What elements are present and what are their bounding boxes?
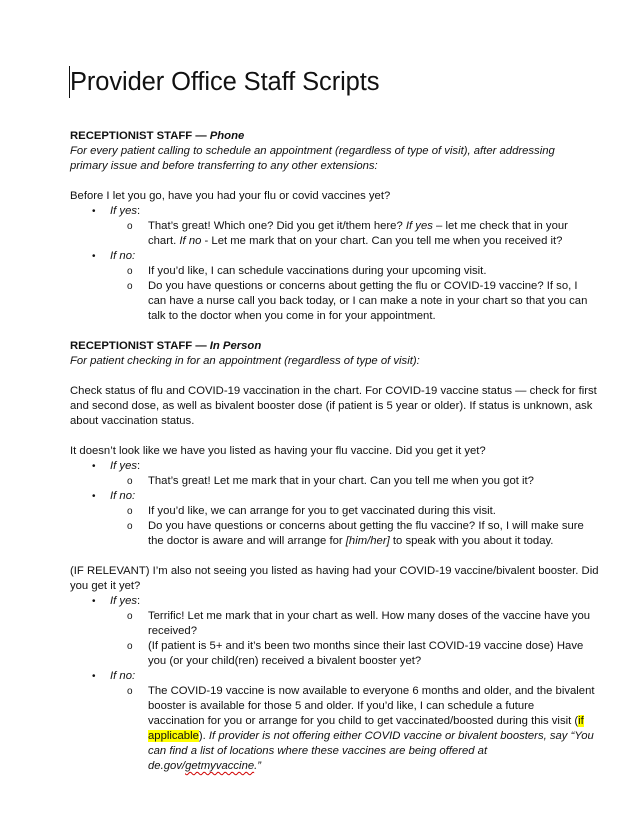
phone-no-line-3: can have a nurse call you back today, or I can make a note in your chart so that you can bbox=[148, 295, 588, 307]
phone-if-yes: If yes: bbox=[110, 205, 141, 217]
flu-no-line-2: Do you have questions or concerns about getting the flu vaccine? If so, I will make sure bbox=[148, 520, 584, 532]
sub-bullet: o bbox=[127, 476, 133, 487]
covid-no-line-4: applicable). If provider is not offering either COVID vaccine or bivalent boosters, say “You bbox=[148, 730, 594, 742]
phone-yes-line-2: chart. If no - Let me mark that on your chart. Can you tell me when you received it? bbox=[148, 235, 563, 247]
status-line-2: and second dose, as well as bivalent booster dose (if patient is 5 year or older). If status is unknown, ask bbox=[70, 400, 593, 412]
sub-bullet: o bbox=[127, 266, 133, 277]
covid-no-line-6: de.gov/getmyvaccine.” bbox=[148, 760, 262, 772]
covid-no-line-3: vaccination for you or arrange for you child to get vaccinated/boosted during this visit (if bbox=[148, 715, 584, 727]
phone-yes-line-1: That’s great! Which one? Did you get it/them here? If yes – let me check that in your bbox=[148, 220, 568, 232]
highlighted-text: applicable bbox=[148, 730, 199, 742]
sub-bullet: o bbox=[127, 506, 133, 517]
covid-yes-line-4: you (or your child(ren) received a bivalent booster yet? bbox=[148, 655, 422, 667]
sub-bullet: o bbox=[127, 611, 133, 622]
covid-no-line-5: can find a list of locations where these vaccines are being offered at bbox=[148, 745, 488, 757]
page-title: Provider Office Staff Scripts bbox=[70, 68, 380, 96]
covid-yes-line-2: received? bbox=[148, 625, 197, 637]
bullet: • bbox=[92, 671, 96, 682]
flu-yes-line-1: That’s great! Let me mark that in your chart. Can you tell me when you got it? bbox=[148, 475, 534, 487]
sub-bullet: o bbox=[127, 686, 133, 697]
sub-bullet: o bbox=[127, 221, 133, 232]
person-intro: For patient checking in for an appointment (regardless of type of visit): bbox=[70, 355, 420, 367]
covid-yes-line-3: (If patient is 5+ and it’s been two months since their last COVID-19 vaccine dose) Have bbox=[148, 640, 584, 652]
status-line-1: Check status of flu and COVID-19 vaccination in the chart. For COVID-19 vaccine status — check for first bbox=[70, 385, 597, 397]
phone-intro-line-1: For every patient calling to schedule an appointment (regardless of type of visit), after addressing bbox=[70, 145, 555, 157]
covid-yes-line-1: Terrific! Let me mark that in your chart as well. How many doses of the vaccine have you bbox=[148, 610, 591, 622]
sub-bullet: o bbox=[127, 281, 133, 292]
flu-if-yes: If yes: bbox=[110, 460, 141, 472]
status-line-3: about vaccination status. bbox=[70, 415, 195, 427]
phone-question: Before I let you go, have you had your flu or covid vaccines yet? bbox=[70, 190, 391, 202]
bullet: • bbox=[92, 206, 96, 217]
phone-intro-line-2: primary issue and before transferring to any other extensions: bbox=[70, 160, 378, 172]
phone-no-line-4: talk to the doctor when you come in for your appointment. bbox=[148, 310, 436, 322]
flu-no-line-3: the doctor is aware and will arrange for [him/her] to speak with you about it today. bbox=[148, 535, 554, 547]
phone-section-heading: RECEPTIONIST STAFF — Phone bbox=[70, 130, 245, 142]
covid-question-line-1: (IF RELEVANT) I’m also not seeing you listed as having had your COVID-19 vaccine/bivalent booster. Did bbox=[70, 565, 599, 577]
phone-if-no: If no: bbox=[110, 250, 136, 262]
bullet: • bbox=[92, 251, 96, 262]
bullet: • bbox=[92, 491, 96, 502]
covid-if-yes: If yes: bbox=[110, 595, 141, 607]
covid-if-no: If no: bbox=[110, 670, 136, 682]
phone-no-line-1: If you’d like, I can schedule vaccinations during your upcoming visit. bbox=[148, 265, 487, 277]
spellcheck-underline: getmyvaccine bbox=[185, 760, 255, 772]
highlighted-text: if bbox=[578, 715, 584, 727]
person-section-heading: RECEPTIONIST STAFF — In Person bbox=[70, 340, 262, 352]
flu-no-line-1: If you’d like, we can arrange for you to get vaccinated during this visit. bbox=[148, 505, 496, 517]
sub-bullet: o bbox=[127, 641, 133, 652]
bullet: • bbox=[92, 461, 96, 472]
flu-question: It doesn’t look like we have you listed as having your flu vaccine. Did you get it yet? bbox=[70, 445, 486, 457]
covid-question-line-2: you get it yet? bbox=[70, 580, 141, 592]
sub-bullet: o bbox=[127, 521, 133, 532]
phone-no-line-2: Do you have questions or concerns about getting the flu or COVID-19 vaccine? If so, I bbox=[148, 280, 578, 292]
covid-no-line-2: booster is available for those 5 and older. If you’d like, I can schedule a future bbox=[148, 700, 535, 712]
covid-no-line-1: The COVID-19 vaccine is now available to everyone 6 months and older, and the bivalent bbox=[148, 685, 595, 697]
bullet: • bbox=[92, 596, 96, 607]
flu-if-no: If no: bbox=[110, 490, 136, 502]
